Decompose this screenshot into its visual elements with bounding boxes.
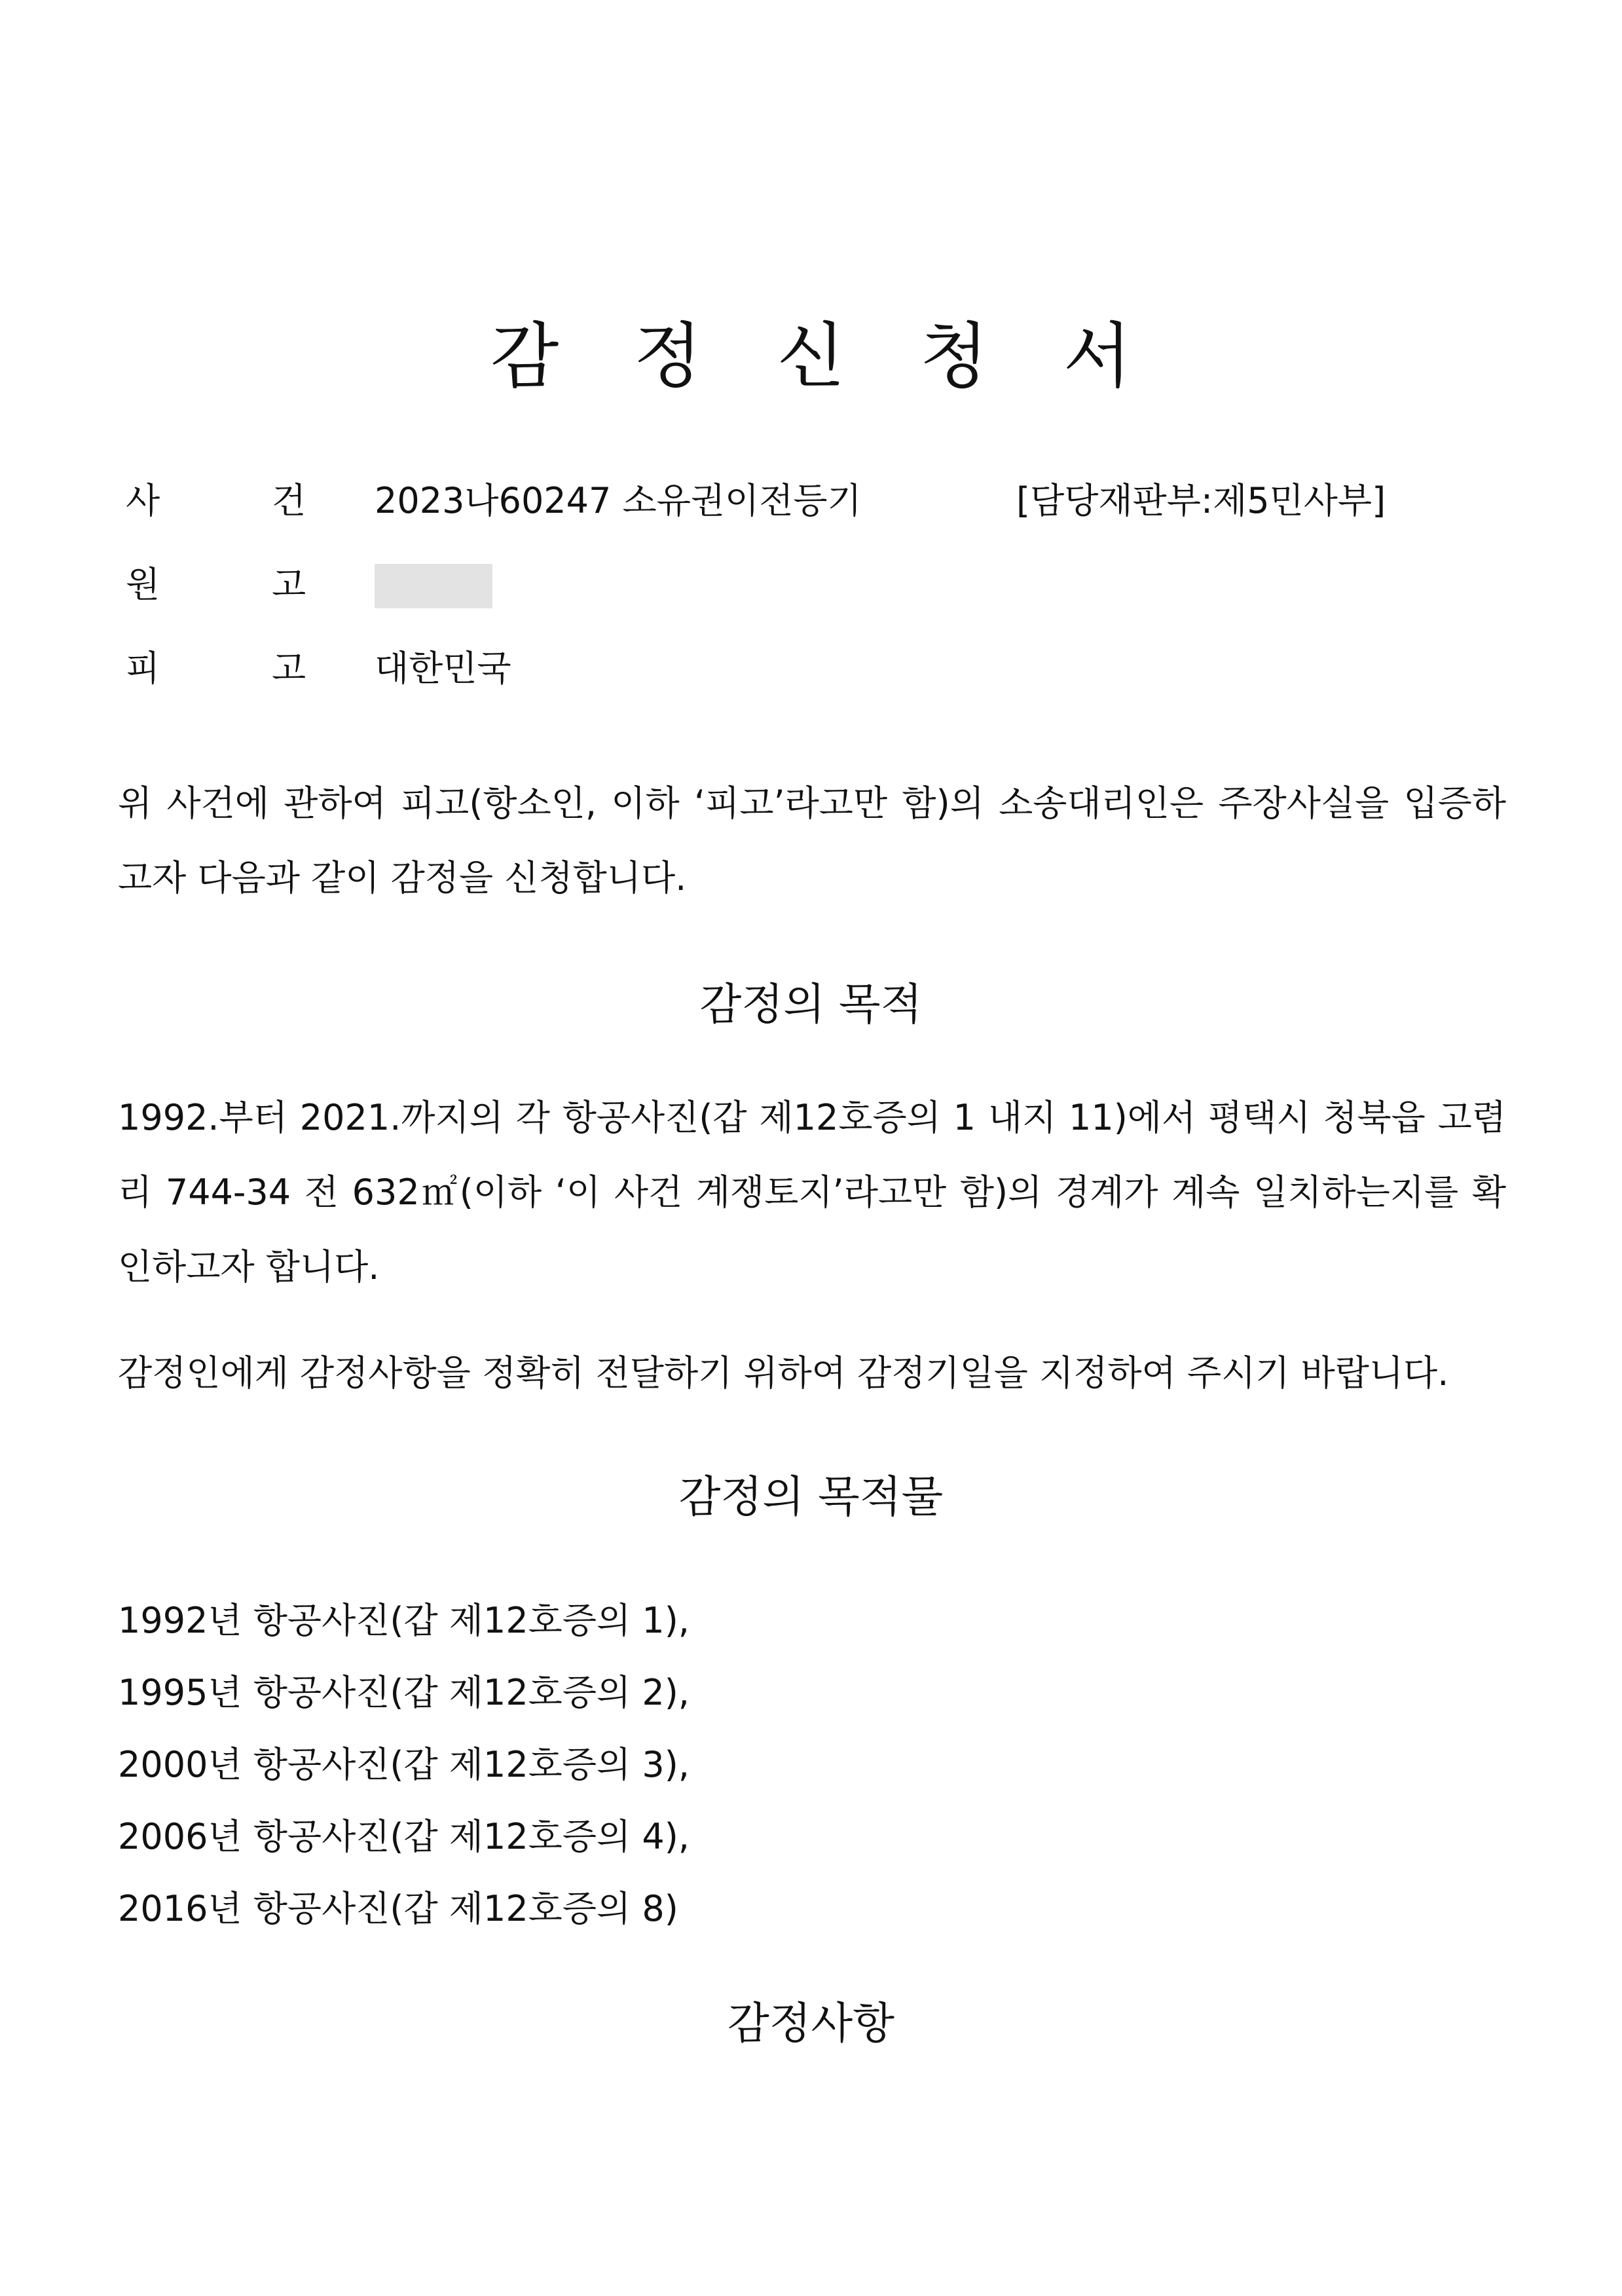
plaintiff-label-char-1: 원 — [126, 564, 160, 605]
purpose-heading: 감정의 목적 — [699, 979, 923, 1029]
object-item: 1992년 항공사진(갑 제12호증의 1), — [118, 1600, 690, 1641]
defendant-row — [118, 642, 1519, 726]
purpose-paragraph: 1992.부터 2021.까지의 각 항공사진(갑 제12호증의 1 내지 11)에서 평택시 청북읍 고렴리 744-34 전 632㎡(이하 ‘이 사건 계쟁토지’라고만 함)의 경계가 계속 일치하는지를 확인하고자 합니다. — [118, 1097, 1506, 1287]
plaintiff-name-redacted — [375, 564, 492, 608]
intro-paragraph: 위 사건에 관하여 피고(항소인, 이하 ‘피고’라고만 함)의 소송대리인은 주장사실을 입증하고자 다음과 같이 감정을 신청합니다. — [118, 783, 1506, 898]
plaintiff-label-char-2: 고 — [272, 564, 306, 605]
case-info-table — [118, 475, 1519, 726]
request-paragraph: 감정인에게 감정사항을 정확히 전달하기 위하여 감정기일을 지정하여 주시기 바랍니다. — [118, 1352, 1449, 1394]
object-heading: 감정의 목적물 — [678, 1472, 944, 1522]
court-division: [담당재판부:제5민사부] — [1016, 480, 1386, 521]
object-item: 2016년 항공사진(갑 제12호증의 8) — [118, 1888, 678, 1929]
defendant-label-char-2: 고 — [272, 648, 306, 689]
object-list — [118, 1585, 1506, 1945]
object-item: 2000년 항공사진(갑 제12호증의 3), — [118, 1744, 690, 1785]
object-item: 1995년 항공사진(갑 제12호증의 2), — [118, 1672, 690, 1713]
object-item: 2006년 항공사진(갑 제12호증의 4), — [118, 1816, 690, 1857]
document-title: 감 정 신 청 서 — [490, 316, 1158, 398]
case-row — [118, 475, 1519, 559]
defendant-name: 대한민국 — [375, 648, 511, 689]
plaintiff-row — [118, 559, 1519, 642]
matters-heading: 감정사항 — [727, 1998, 895, 2048]
defendant-label-char-1: 피 — [126, 648, 160, 689]
case-label-char-1: 사 — [126, 480, 160, 521]
case-number: 2023나60247 소유권이전등기 — [375, 480, 862, 521]
case-label-char-2: 건 — [272, 480, 306, 521]
